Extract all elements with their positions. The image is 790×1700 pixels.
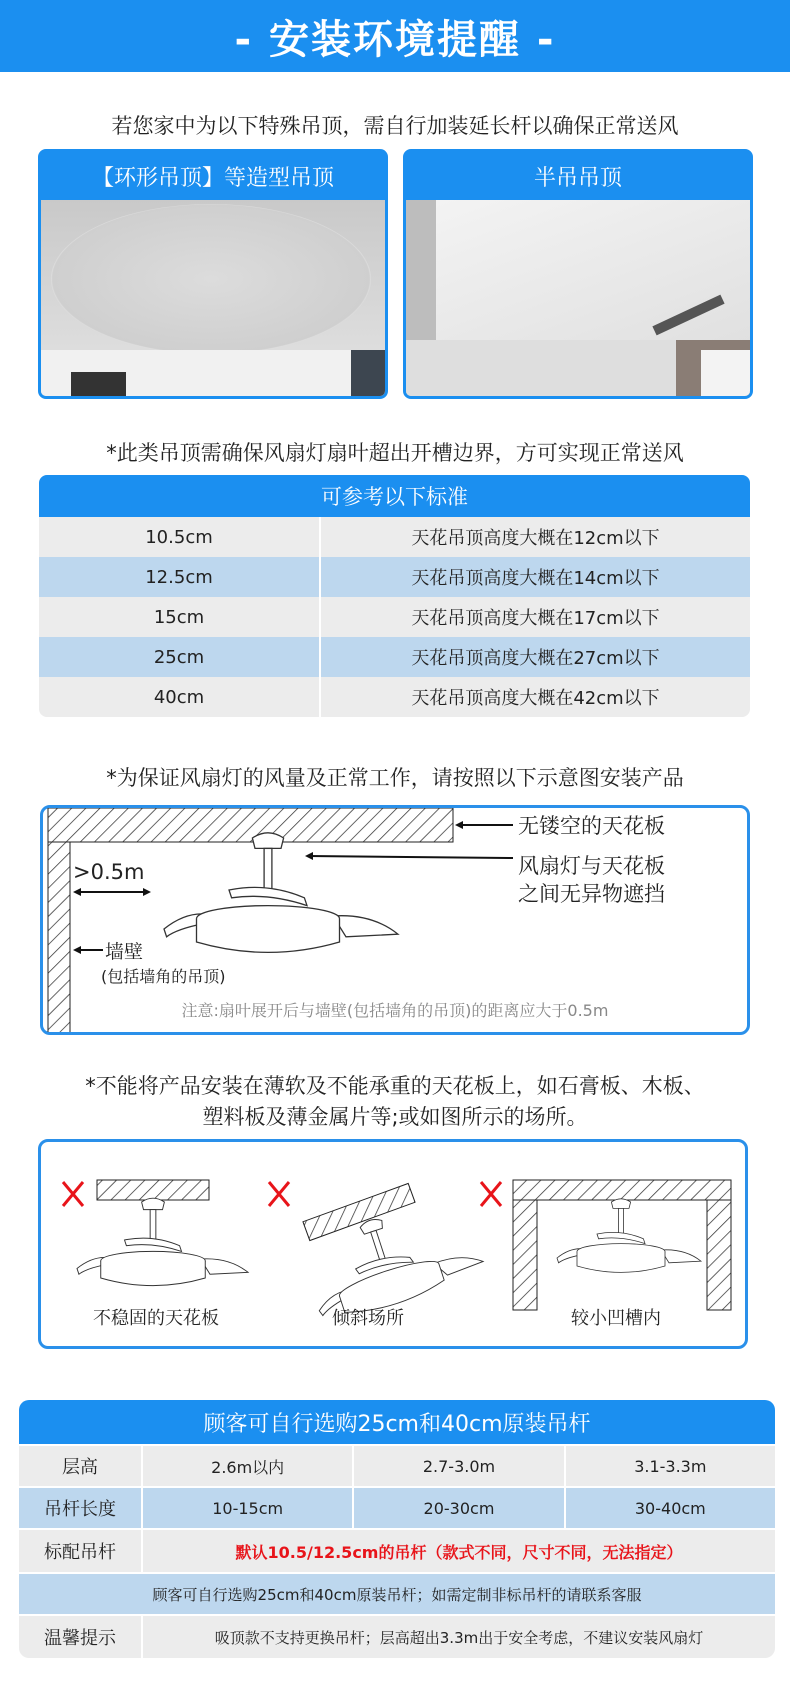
cell: 2.7-3.0m bbox=[354, 1446, 565, 1486]
table-row bbox=[39, 677, 750, 717]
bad-cases-diagram bbox=[38, 1139, 748, 1349]
cell-tip: 吸顶款不支持更换吊杆；层高超出3.3m出于安全考虑，不建议安装风扇灯 bbox=[214, 1628, 704, 1647]
table-row bbox=[39, 517, 750, 557]
row-label: 吊杆长度 bbox=[19, 1488, 143, 1528]
table-row bbox=[19, 1444, 775, 1486]
cell: 10-15cm bbox=[143, 1488, 354, 1528]
cell-desc: 天花吊顶高度大概在17cm以下 bbox=[411, 608, 660, 629]
cell-desc: 天花吊顶高度大概在27cm以下 bbox=[411, 648, 660, 669]
gap-label-2: 之间无异物遮挡 bbox=[518, 882, 665, 906]
cell-length: 10.5cm bbox=[39, 517, 321, 557]
page-title: - 安装环境提醒 - bbox=[0, 0, 790, 72]
cell: 30-40cm bbox=[634, 1498, 706, 1518]
rod-table bbox=[19, 1400, 775, 1658]
cell: 2.6m以内 bbox=[143, 1446, 354, 1486]
table-row bbox=[19, 1528, 775, 1572]
card-title: 【环形吊顶】等造型吊顶 bbox=[91, 165, 334, 191]
card-title: 半吊吊顶 bbox=[533, 165, 622, 191]
table-row bbox=[19, 1572, 775, 1614]
cell-length: 12.5cm bbox=[39, 557, 321, 597]
table-title: 可参考以下标准 bbox=[39, 475, 750, 517]
card-ring-ceiling bbox=[38, 149, 388, 399]
table-row bbox=[39, 637, 750, 677]
card-half-ceiling bbox=[403, 149, 753, 399]
cell: 3.1-3.3m bbox=[634, 1456, 707, 1476]
wall-sub-label: (包括墙角的吊顶) bbox=[101, 967, 226, 986]
row-label: 标配吊杆 bbox=[19, 1530, 143, 1572]
table-row bbox=[39, 557, 750, 597]
standard-table bbox=[39, 475, 750, 717]
table-row bbox=[39, 597, 750, 637]
row-label: 温馨提示 bbox=[19, 1616, 143, 1658]
table-title: 顾客可自行选购25cm和40cm原装吊杆 bbox=[19, 1400, 775, 1444]
cell: 20-30cm bbox=[354, 1488, 565, 1528]
cell-length: 25cm bbox=[39, 637, 321, 677]
intro-text: 若您家中为以下特殊吊顶，需自行加装延长杆以确保正常送风 bbox=[111, 114, 679, 138]
cell-red: 默认10.5/12.5cm的吊杆（款式不同，尺寸不同，无法指定） bbox=[235, 1542, 683, 1562]
note-ceiling-material: *不能将产品安装在薄软及不能承重的天花板上，如石膏板、木板、 bbox=[85, 1074, 705, 1098]
case-label: 较小凹槽内 bbox=[571, 1308, 661, 1329]
half-ceiling-photo bbox=[406, 200, 750, 399]
caution-text: 注意:扇叶展开后与墙壁(包括墙角的吊顶)的距离应大于0.5m bbox=[181, 1001, 609, 1020]
cell-length: 40cm bbox=[39, 677, 321, 717]
cell-desc: 天花吊顶高度大概在42cm以下 bbox=[411, 688, 660, 709]
cell-length: 15cm bbox=[39, 597, 321, 637]
note-install: *为保证风扇灯的风量及正常工作，请按照以下示意图安装产品 bbox=[106, 766, 684, 790]
row-label: 层高 bbox=[19, 1446, 143, 1486]
gap-label: 风扇灯与天花板 bbox=[518, 854, 665, 878]
ring-ceiling-photo bbox=[41, 200, 385, 399]
table-row bbox=[19, 1486, 775, 1528]
wall-label: 墙壁 bbox=[105, 941, 144, 963]
table-row bbox=[19, 1614, 775, 1658]
cell-desc: 天花吊顶高度大概在12cm以下 bbox=[411, 528, 660, 549]
distance-label: >0.5m bbox=[73, 860, 145, 884]
ceiling-label: 无镂空的天花板 bbox=[518, 814, 665, 838]
note-ceiling-material-2: 塑料板及薄金属片等;或如图所示的场所。 bbox=[202, 1105, 588, 1129]
cell-desc: 天花吊顶高度大概在14cm以下 bbox=[411, 568, 660, 589]
case-label: 不稳固的天花板 bbox=[93, 1308, 219, 1329]
note-ceiling: *此类吊顶需确保风扇灯扇叶超出开槽边界，方可实现正常送风 bbox=[106, 441, 684, 465]
install-diagram bbox=[40, 805, 750, 1035]
case-label: 倾斜场所 bbox=[332, 1308, 404, 1329]
cell-note: 顾客可自行选购25cm和40cm原装吊杆；如需定制非标吊杆的请联系客服 bbox=[152, 1585, 642, 1604]
